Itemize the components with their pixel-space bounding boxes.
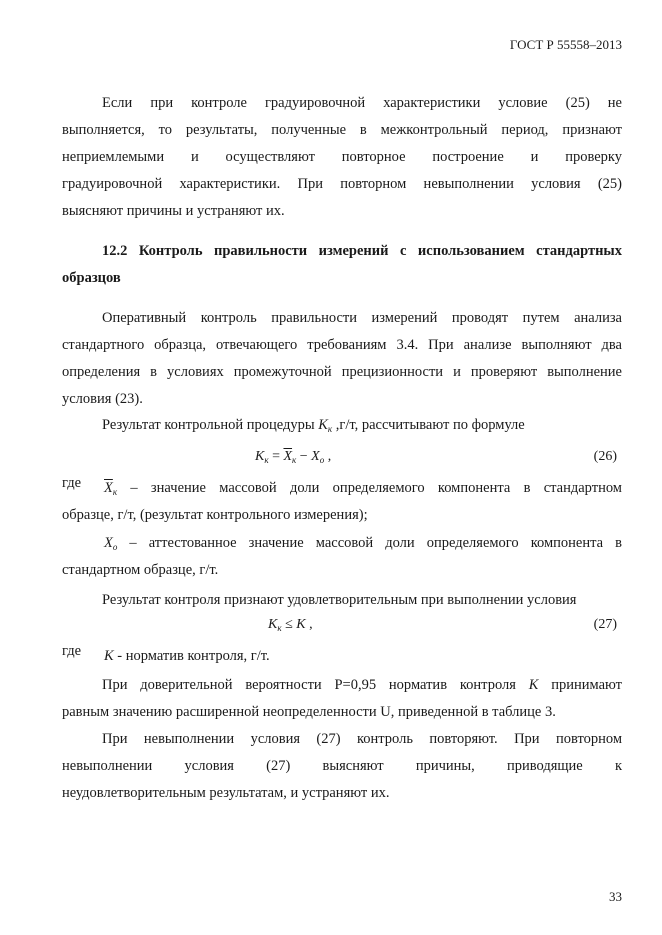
paragraph-1-line: градуировочной характеристики. При повторном невыполнении условия (25) — [62, 176, 622, 192]
formula-27 — [268, 617, 313, 633]
paragraph-6-line: неудовлетворительным результатам, и устраняют их. — [62, 785, 390, 801]
symbol-k: K — [528, 677, 539, 693]
paragraph-5-line — [62, 672, 622, 699]
paragraph-2-line: условия (23). — [62, 391, 143, 407]
def-text: – аттестованное значение массовой доли определяемого компонента в — [117, 535, 622, 551]
equation-number: (26) — [593, 449, 617, 464]
paragraph-2-line: стандартного образца, отвечающего требованиям 3.4. При анализе выполняют два — [62, 337, 622, 353]
formula-sub: к — [264, 455, 269, 465]
formula-symbol: K — [296, 617, 306, 632]
definition-1-cont: образце, г/т, (результат контрольного измерения); — [62, 507, 368, 523]
equation-number: (27) — [593, 617, 617, 632]
symbol-k: K — [318, 417, 328, 433]
formula-sub: к — [292, 455, 297, 465]
symbol-sub: к — [327, 424, 333, 434]
definition-2-cont: стандартном образце, г/т. — [62, 562, 219, 578]
paragraph-3 — [62, 412, 622, 443]
def-symbol: K — [104, 648, 114, 664]
section-heading-cont: образцов — [62, 270, 121, 286]
def-symbol: X — [104, 535, 113, 551]
formula-sub: к — [277, 623, 282, 633]
section-heading: 12.2 Контроль правильности измерений с использованием стандартных — [102, 243, 622, 259]
def-text: - норматив контроля, г/т. — [113, 648, 270, 664]
paragraph-1-line: выясняют причины и устраняют их. — [62, 203, 285, 219]
formula-op: = — [268, 449, 284, 464]
paragraph-6-line: При невыполнении условия (27) контроль повторяют. При повторном — [102, 731, 622, 747]
page-number: 33 — [609, 889, 622, 904]
formula-sub: о — [319, 455, 325, 465]
definition-3 — [104, 643, 622, 670]
formula-symbol: K — [268, 617, 278, 632]
page-header: ГОСТ Р 55558–2013 — [509, 37, 622, 52]
formula-symbol: X — [311, 449, 320, 464]
p3-text: Результат контрольной процедуры — [102, 417, 319, 433]
paragraph-1-line: выполняется, то результаты, полученные в межконтрольный период, признают — [62, 122, 622, 138]
p3-text-end: ,г/т, рассчитывают по формуле — [332, 417, 525, 433]
paragraph-2-line: Оперативный контроль правильности измерений проводят путем анализа — [102, 310, 622, 326]
paragraph-1-line: неприемлемыми и осуществляют повторное построение и проверку — [62, 149, 622, 165]
formula-op: ≤ — [281, 617, 297, 632]
paragraph-6-line: невыполнении условия (27) выясняют причины, приводящие к — [62, 758, 622, 774]
paragraph-5-line: равным значению расширенной неопределенности U, приведенной в таблице 3. — [62, 704, 556, 720]
formula-26 — [255, 449, 331, 465]
paragraph-2-line: определения в условиях промежуточной прецизионности и проверяют выполнение — [62, 364, 622, 380]
def-sub: о — [112, 542, 118, 552]
paragraph-1-line: Если при контроле градуировочной характеристики условие (25) не — [102, 95, 622, 111]
formula-punct: , — [324, 449, 332, 464]
formula-symbol: $\overline{X}$ — [283, 449, 293, 464]
where-label: где — [62, 475, 82, 491]
paragraph-4: Результат контроля признают удовлетворительным при выполнении условия — [102, 592, 577, 608]
def-sub: к — [112, 487, 118, 497]
p5-text-end: принимают — [538, 677, 623, 693]
p5-text: При доверительной вероятности P=0,95 норматив контроля — [102, 677, 529, 693]
formula-op: − — [296, 449, 312, 464]
formula-punct: , — [305, 617, 313, 632]
def-text: – значение массовой доли определяемого компонента в стандартном — [117, 480, 622, 496]
formula-symbol: K — [255, 449, 265, 464]
def-symbol: $\overline{X}$ — [104, 480, 113, 496]
where-label: где — [62, 643, 82, 659]
